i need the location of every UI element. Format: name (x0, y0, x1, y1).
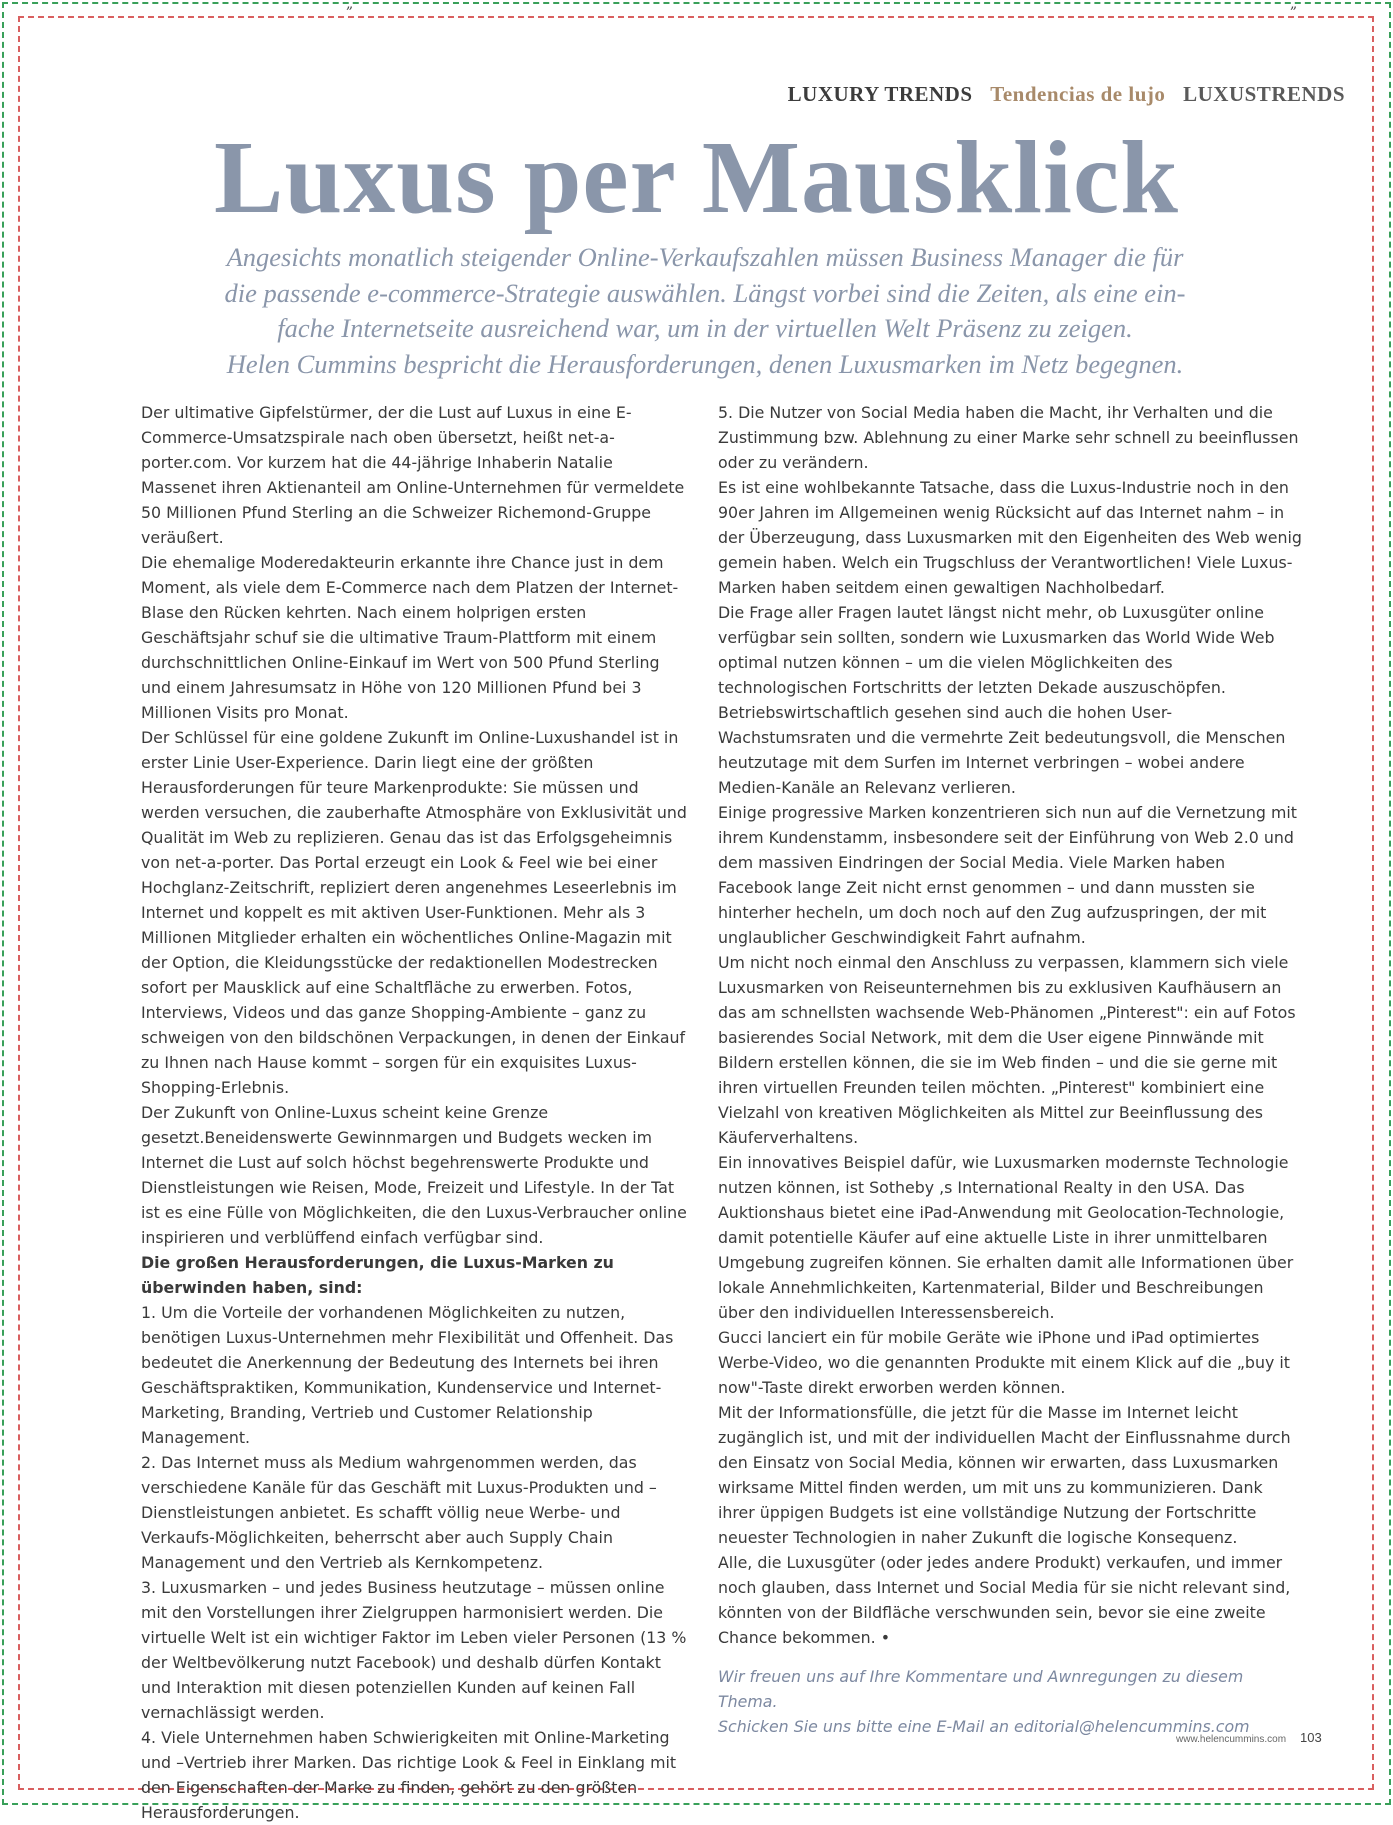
challenges-heading: Die großen Herausforderungen, die Luxus-Marken zu überwinden haben, sind: (141, 1253, 614, 1297)
crop-mark-right: „ (1290, 0, 1298, 12)
body-paragraph: Um nicht noch einmal den Anschluss zu verpassen, klammern sich viele Luxusmarken von Reiseunternehmen bis zu exklusiven Kaufhäusern an das am schnellsten wachsende Web-Phänomen „Pinterest": ein auf Fotos basierendes Social Network, mit dem die User eigene Pinnwände mit Bildern erstellen können, die sie im Web finden – und die sie gerne mit ihren virtuellen Freunden teilen möchten. „Pinterest" kombiniert eine Vielzahl von kreativen Möglichkeiten als Mittel zur Beeinflussung des Käuferverhaltens. (718, 953, 1296, 1147)
lead-line: Helen Cummins bespricht die Herausforderungen, denen Luxusmarken im Netz begegnen. (226, 348, 1184, 379)
footer-url[interactable]: www.helencummins.com (1176, 1734, 1287, 1745)
section-tag-spanish: Tendencias de lujo (990, 82, 1166, 106)
section-tag-english: LUXURY TRENDS (787, 82, 973, 106)
article-column-left (141, 400, 689, 1825)
challenge-item: 5. Die Nutzer von Social Media haben die Macht, ihr Verhalten und die Zustimmung bzw. Ablehnung zu einer Marke sehr schnell zu beeinflussen oder zu verändern. (718, 403, 1299, 472)
challenge-item: 1. Um die Vorteile der vorhandenen Möglichkeiten zu nutzen, benötigen Luxus-Unternehmen mehr Flexibilität und Offenheit. Das bedeutet die Anerkennung der Bedeutung des Internets bei ihren Geschäftspraktiken, Kommunikation, Kundenservice und Internet-Marketing, Branding, Vertrieb und Customer Relationship Management. (141, 1303, 674, 1447)
article-column-right (718, 400, 1303, 1739)
lead-line: die passende e-commerce-Strategie auswählen. Längst vorbei sind die Zeiten, als eine ein- (224, 277, 1186, 308)
sign-off (718, 1664, 1303, 1739)
body-paragraph: Die Frage aller Fragen lautet längst nicht mehr, ob Luxusgüter online verfügbar sein sollten, sondern wie Luxusmarken das World Wide Web optimal nutzen können – um die vielen Möglichkeiten des technologischen Fortschritts der letzten Dekade auszuschöpfen. Betriebswirtschaftlich gesehen sind auch die hohen User-Wachstumsraten und die vermehrte Zeit bedeutungsvoll, die Menschen heutzutage mit dem Surfen im Internet verbringen – wobei andere Medien-Kanäle an Relevanz verlieren. (718, 603, 1286, 797)
section-tags (776, 82, 1345, 107)
challenge-item: 3. Luxusmarken – und jedes Business heutzutage – müssen online mit den Vorstellungen ihrer Zielgruppen harmonisiert werden. Die virtuelle Welt ist ein wichtiger Faktor im Leben vieler Personen (13 % der Weltbevölkerung nutzt Facebook) und deshalb dürfen Kontakt und Interaktion mit diesen potenziellen Kunden auf keinen Fall vernachlässigt werden. (141, 1578, 687, 1722)
body-paragraph: Gucci lanciert ein für mobile Geräte wie iPhone und iPad optimiertes Werbe-Video, wo die genannten Produkte mit einem Klick auf die „buy it now"-Taste direkt erworben werden können. (718, 1328, 1290, 1397)
body-paragraph: Es ist eine wohlbekannte Tatsache, dass die Luxus-Industrie noch in den 90er Jahren im Allgemeinen wenig Rücksicht auf das Internet nahm – in der Überzeugung, dass Luxusmarken mit den Eigenheiten des Web wenig gemein haben. Welch ein Trugschluss der Verantwortlichen! Viele Luxus-Marken haben seitdem einen gewaltigen Nachholbedarf. (718, 478, 1302, 597)
body-paragraph: Der Zukunft von Online-Luxus scheint keine Grenze gesetzt.Beneidenswerte Gewinnmargen und Budgets wecken im Internet die Lust auf solch höchst begehrenswerte Produkte und Dienstleistungen wie Reisen, Mode, Freizeit und Lifestyle. In der Tat ist es eine Fülle von Möglichkeiten, die den Luxus-Verbraucher online inspirieren und verblüffend einfach verfügbar sind. (141, 1103, 687, 1247)
lead-line: fache Internetseite ausreichend war, um in der virtuellen Welt Präsenz zu zeigen. (277, 313, 1133, 343)
body-paragraph: Einige progressive Marken konzentrieren sich nun auf die Vernetzung mit ihrem Kundenstamm, insbesondere seit der Einführung von Web 2.0 und dem massiven Eindringen der Social Media. Viele Marken haben Facebook lange Zeit nicht ernst genommen – und dann mussten sie hinterher hecheln, um doch noch auf den Zug aufzuspringen, der mit unglaublicher Geschwindigkeit Fahrt aufnahm. (718, 803, 1297, 947)
body-paragraph: Mit der Informationsfülle, die jetzt für die Masse im Internet leicht zugänglich ist, und mit der individuellen Macht der Einflussnahme durch den Einsatz von Social Media, können wir erwarten, dass Luxusmarken wirksame Mittel finden werden, um mit uns zu kommunizieren. Dank ihrer üppigen Budgets ist eine vollständige Nutzung der Fortschritte neuester Technologien in naher Zukunft die logische Konsequenz. (718, 1403, 1291, 1547)
crop-mark-left: „ (346, 0, 354, 12)
challenge-item: 2. Das Internet muss als Medium wahrgenommen werden, das verschiedene Kanäle für das Geschäft mit Luxus-Produkten und –Dienstleistungen anbietet. Es schafft völlig neue Werbe- und Verkaufs-Möglichkeiten, beherrscht aber auch Supply Chain Management und den Vertrieb als Kernkompetenz. (141, 1453, 657, 1572)
section-tag-german: LUXUSTRENDS (1183, 82, 1345, 106)
lead-line: Angesichts monatlich steigender Online-Verkaufszahlen müssen Business Manager die für (226, 242, 1184, 272)
challenge-item: 4. Viele Unternehmen haben Schwierigkeiten mit Online-Marketing und –Vertrieb ihrer Marken. Das richtige Look & Feel in Einklang mit den Eigenschaften der Marke zu finden, gehört zu den größten Herausforderungen. (141, 1728, 677, 1822)
body-paragraph: Alle, die Luxusgüter (oder jedes andere Produkt) verkaufen, und immer noch glauben, dass Internet und Social Media für sie nicht relevant sind, könnten von der Bildfläche verschwunden sein, bevor sie eine zweite Chance bekommen. • (718, 1553, 1291, 1647)
body-paragraph: Der ultimative Gipfelstürmer, der die Lust auf Luxus in eine E-Commerce-Umsatzspirale nach oben übersetzt, heißt net-a-porter.com. Vor kurzem hat die 44-jährige Inhaberin Natalie Massenet ihren Aktienanteil am Online-Unternehmen für vermeldete 50 Millionen Pfund Sterling an die Schweizer Richemond-Gruppe veräußert. (141, 403, 685, 547)
body-paragraph: Der Schlüssel für eine goldene Zukunft im Online-Luxushandel ist in erster Linie User-Experience. Darin liegt eine der größten Herausforderungen für teure Markenprodukte: Sie müssen und werden versuchen, die zauberhafte Atmosphäre von Exklusivität und Qualität im Web zu replizieren. Genau das ist das Erfolgsgeheimnis von net-a-porter. Das Portal erzeugt ein Look & Feel wie bei einer Hochglanz-Zeitschrift, repliziert deren angenehmes Leseerlebnis im Internet und koppelt es mit aktiven User-Funktionen. Mehr als 3 Millionen Mitglieder erhalten ein wöchentliches Online-Magazin mit der Option, die Kleidungsstücke der redaktionellen Modestrecken sofort per Mausklick auf eine Schaltfläche zu erwerben. Fotos, Interviews, Videos und das ganze Shopping-Ambiente – ganz zu schweigen von den bildschönen Verpackungen, in denen der Einkauf zu Ihnen nach Hause kommt – sorgen für ein exquisites Luxus-Shopping-Erlebnis. (141, 728, 687, 1097)
sign-off-email-line[interactable]: Schicken Sie uns bitte eine E-Mail an editorial@helencummins.com (718, 1717, 1250, 1736)
body-paragraph: Die ehemalige Moderedakteurin erkannte ihre Chance just in dem Moment, als viele dem E-Commerce nach dem Platzen der Internet-Blase den Rücken kehrten. Nach einem holprigen ersten Geschäftsjahr schuf sie die ultimative Traum-Plattform mit einem durchschnittlichen Online-Einkauf im Wert von 500 Pfund Sterling und einem Jahresumsatz in Höhe von 120 Millionen Pfund bei 3 Millionen Visits pro Monat. (141, 553, 679, 722)
sign-off-line: Wir freuen uns auf Ihre Kommentare und Awnregungen zu diesem Thema. (718, 1667, 1244, 1711)
article-headline: Luxus per Mausklick (214, 120, 1179, 235)
article-lead (150, 240, 1260, 382)
page-number: 103 (1300, 1730, 1322, 1745)
body-paragraph: Ein innovatives Beispiel dafür, wie Luxusmarken modernste Technologie nutzen können, ist Sotheby ,s International Realty in den USA. Das Auktionshaus bietet eine iPad-Anwendung mit Geolocation-Technologie, damit potentielle Käufer auf eine aktuelle Liste in ihrer unmittelbaren Umgebung zugreifen können. Sie erhalten damit alle Informationen über lokale Annehmlichkeiten, Kartenmaterial, Bilder und Beschreibungen über den individuellen Interessensbereich. (718, 1153, 1294, 1322)
